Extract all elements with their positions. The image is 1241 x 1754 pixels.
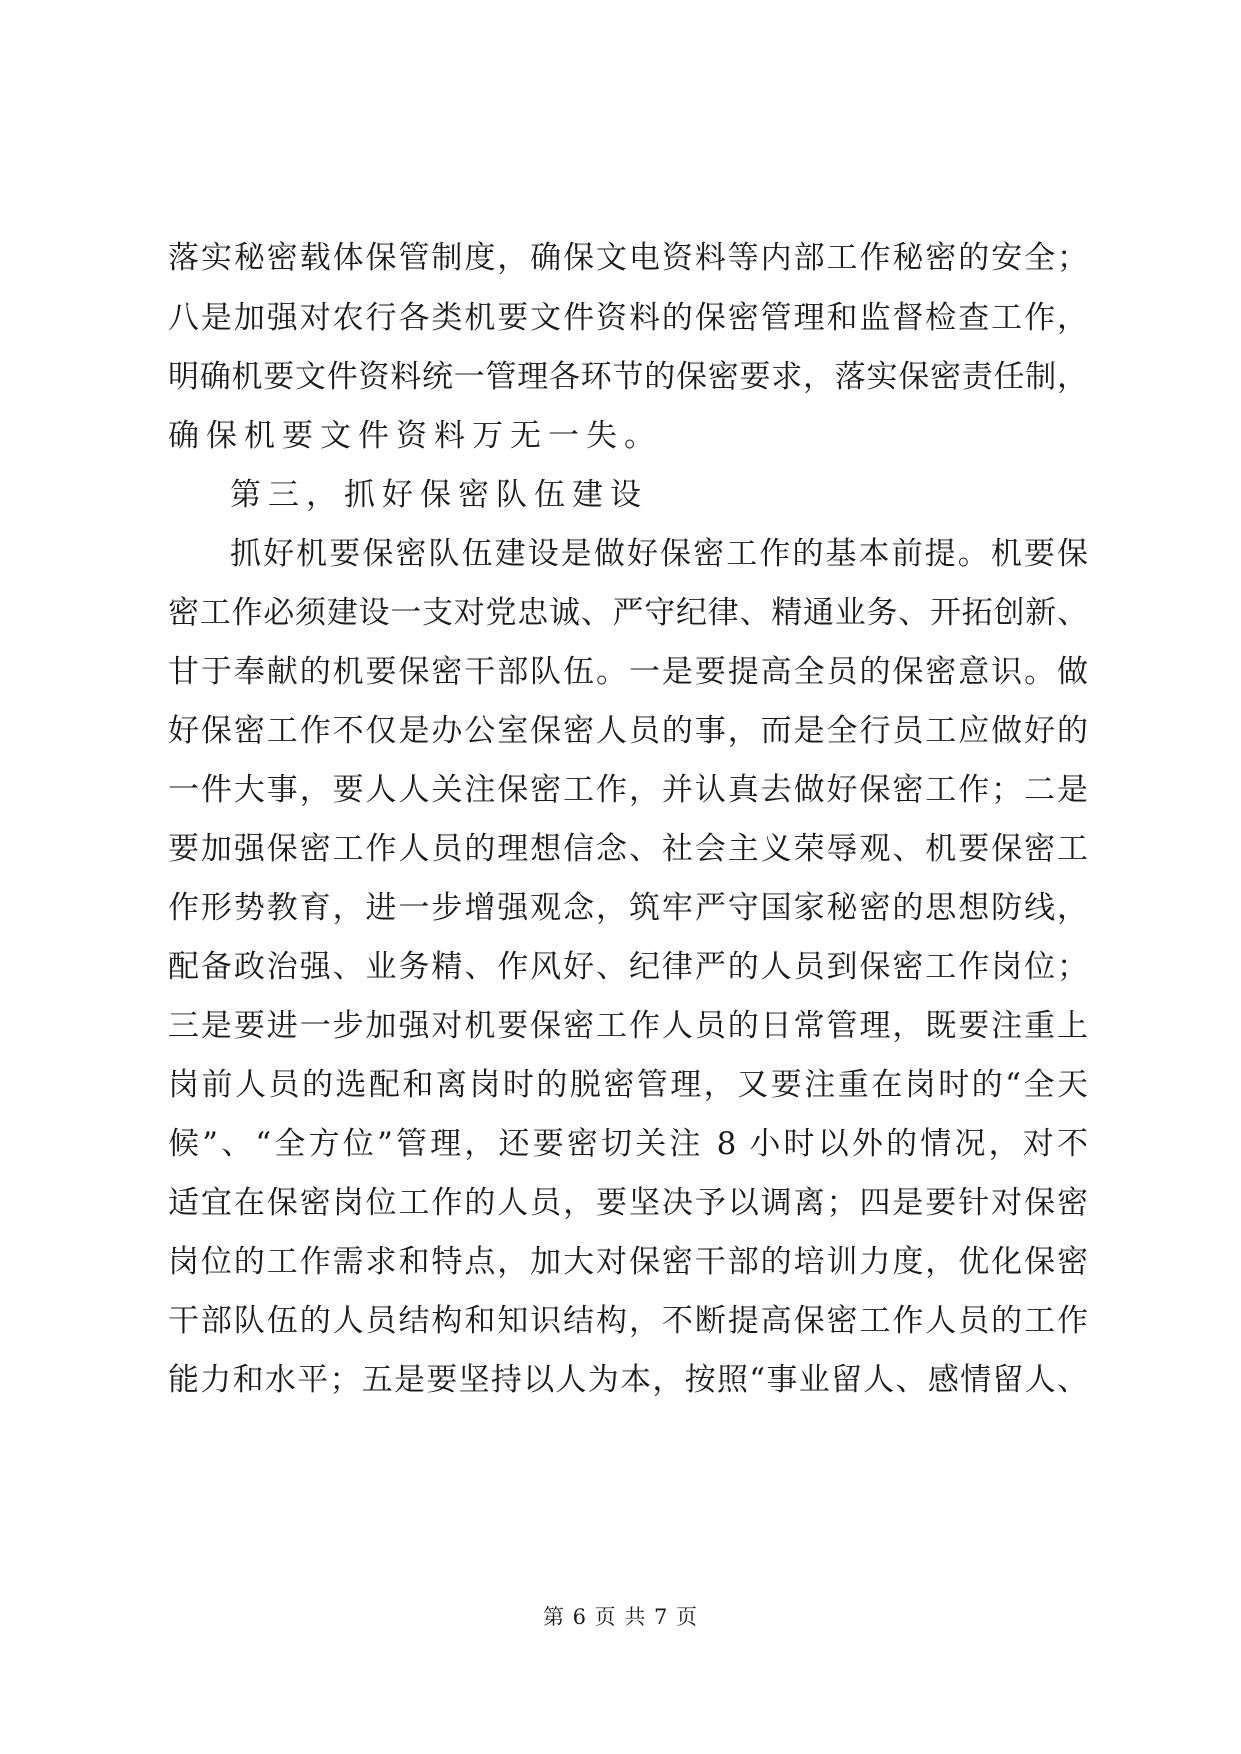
body-line-16: 候”、“全方位”管理，还要密切关注 8 小时以外的情况，对不 [168, 1126, 1088, 1162]
body-line-9: 好保密工作不仅是办公室保密人员的事，而是全行员工应做好的 [168, 713, 1088, 749]
body-line-7: 密工作必须建设一支对党忠诚、严守纪律、精通业务、开拓创新、 [168, 595, 1088, 631]
body-line-2: 八是加强对农行各类机要文件资料的保密管理和监督检查工作， [168, 300, 1088, 336]
body-line-4: 确保机要文件资料万无一失。 [168, 418, 662, 454]
body-line-10: 一件大事，要人人关注保密工作，并认真去做好保密工作；二是 [168, 772, 1088, 808]
body-line-15: 岗前人员的选配和离岗时的脱密管理，又要注重在岗时的“全天 [168, 1067, 1088, 1103]
body-line-17: 适宜在保密岗位工作的人员，要坚决予以调离；四是要针对保密 [168, 1185, 1088, 1221]
body-line-12: 作形势教育，进一步增强观念，筑牢严守国家秘密的思想防线， [168, 890, 1088, 926]
body-line-3: 明确机要文件资料统一管理各环节的保密要求，落实保密责任制， [168, 359, 1088, 395]
body-line-1: 落实秘密载体保管制度，确保文电资料等内部工作秘密的安全； [168, 240, 1088, 276]
body-line-14: 三是要进一步加强对机要保密工作人员的日常管理，既要注重上 [168, 1008, 1088, 1044]
body-line-19: 干部队伍的人员结构和知识结构，不断提高保密工作人员的工作 [168, 1303, 1088, 1339]
body-line-6: 抓好机要保密队伍建设是做好保密工作的基本前提。机要保 [230, 536, 1088, 572]
body-line-18: 岗位的工作需求和特点，加大对保密干部的培训力度，优化保密 [168, 1244, 1088, 1280]
body-line-20: 能力和水平；五是要坚持以人为本，按照“事业留人、感情留人、 [168, 1362, 1088, 1398]
body-line-11: 要加强保密工作人员的理想信念、社会主义荣辱观、机要保密工 [168, 831, 1088, 867]
section-heading: 第三，抓好保密队伍建设 [230, 477, 648, 513]
page-number-footer: 第 6 页 共 7 页 [542, 1605, 699, 1629]
body-line-13: 配备政治强、业务精、作风好、纪律严的人员到保密工作岗位； [168, 949, 1088, 985]
body-line-8: 甘于奉献的机要保密干部队伍。一是要提高全员的保密意识。做 [168, 654, 1088, 690]
